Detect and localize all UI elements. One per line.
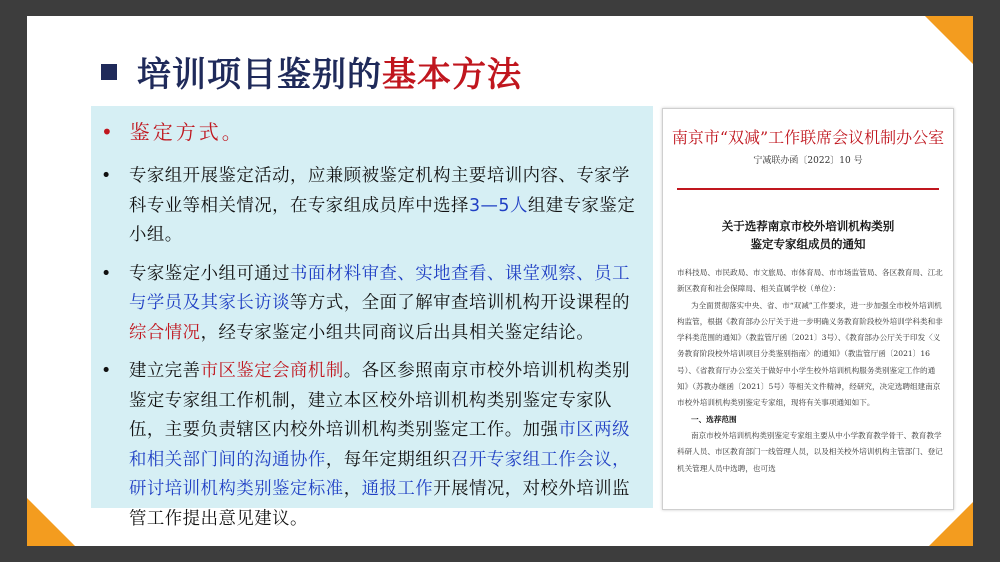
text-run: 。各区参照南京市校外培训机构类别鉴定专家组工作机制，建立本区校外培训机构类别鉴定专家队伍，主要负责辖区内校外培训机构类别鉴定工作。加强 <box>129 361 630 440</box>
doc-title-line: 鉴定专家组成员的通知 <box>750 237 866 251</box>
doc-title <box>663 217 953 253</box>
doc-section-heading: 一、选荐范围 <box>691 414 737 424</box>
bullet-list <box>101 162 641 543</box>
doc-paragraph: 南京市校外培训机构类别鉴定专家组主要从中小学教育教学骨干、教育教学科研人员、市区教育部门一线管理人员，以及相关校外培训机构主管部门、登记机关管理人员中选聘，也可选 <box>677 430 943 473</box>
title-main: 培训项目鉴别的 <box>137 55 382 95</box>
text-run: ，经专家鉴定小组共同商议后出具相关鉴定结论。 <box>200 322 595 343</box>
text-run-highlight: 召开专家组工作会议，研讨培训机构类别鉴定标准 <box>129 449 630 499</box>
bullet-item <box>101 357 641 534</box>
bullet-item <box>101 162 641 251</box>
doc-title-line: 关于选荐南京市校外培训机构类别 <box>721 219 895 233</box>
square-bullet-icon <box>101 64 117 80</box>
official-document-image <box>662 108 954 510</box>
text-run-highlight: 市区鉴定会商机制 <box>200 361 344 381</box>
doc-paragraph: 为全面贯彻落实中央、省、市“双减”工作要求，进一步加强全市校外培训机构监管，根据《教育部办公厅关于进一步明确义务教育阶段校外培训学科类和非学科类范围的通知》（教监管厅函〔2021〕3号）、《教育部办公厅关于印发〈义务教育阶段校外培训项目分类鉴别指南〉的通知》（教监管厅函〔2021〕16号）、《省教育厅办公室关于做好中小学生校外培训机构服务类别鉴定工作的通知》（苏教办继函〔2021〕5号）等相关文件精神，经研究，决定选聘组建南京市校外培训机构类别鉴定专家组，现将有关事项通知如下。 <box>677 300 943 408</box>
text-run-highlight: 综合情况 <box>129 322 201 343</box>
bullet-dot-icon: • <box>101 166 112 186</box>
panel-heading-text: 鉴定方式。 <box>129 120 245 144</box>
text-run: 组建专家鉴定小组。 <box>129 195 636 245</box>
doc-recipients: 市科技局、市民政局、市文旅局、市体育局、市市场监管局、各区教育局、江北新区教育和社会保障局、相关直属学校（单位）： <box>677 268 943 294</box>
text-run: ， <box>343 479 362 499</box>
doc-body <box>677 265 943 477</box>
text-run: 建立完善 <box>129 361 201 381</box>
doc-red-rule <box>677 188 939 190</box>
content-panel <box>91 106 653 529</box>
bullet-dot-icon: • <box>101 120 116 144</box>
text-run: 开展情况，对校外培训监管工作提出意见建议。 <box>129 479 630 529</box>
panel-heading <box>101 116 245 145</box>
text-run: 专家鉴定小组可通过 <box>129 263 291 284</box>
bullet-dot-icon: • <box>101 263 112 284</box>
corner-decoration-top-right <box>925 16 973 64</box>
title-highlight: 基本方法 <box>382 55 522 95</box>
corner-decoration-bottom-left <box>27 498 75 546</box>
text-run: ，每年定期组织 <box>325 449 452 470</box>
text-run-highlight: 市区两级和相关部门间的沟通协作 <box>129 420 630 470</box>
text-run: 等方式，全面了解审查培训机构开设课程的 <box>290 293 630 313</box>
text-run: 专家组开展鉴定活动，应兼顾被鉴定机构主要培训内容、专家学科专业等相关情况，在专家组成员库中选择 <box>129 166 630 216</box>
doc-number: 宁减联办函〔2022〕10 号 <box>753 156 863 166</box>
slide-title <box>101 47 522 96</box>
text-run-highlight: 书面材料审查、实地查看、课堂观察、员工与学员及其家长访谈 <box>129 263 630 313</box>
doc-issuer: 南京市“双减”工作联席会议机制办公室 <box>671 128 945 147</box>
text-run-highlight: 通报工作 <box>361 479 434 499</box>
bullet-dot-icon: • <box>101 361 112 381</box>
text-run-highlight: 3—5人 <box>468 195 528 216</box>
bullet-item <box>101 260 641 349</box>
slide <box>27 16 973 546</box>
